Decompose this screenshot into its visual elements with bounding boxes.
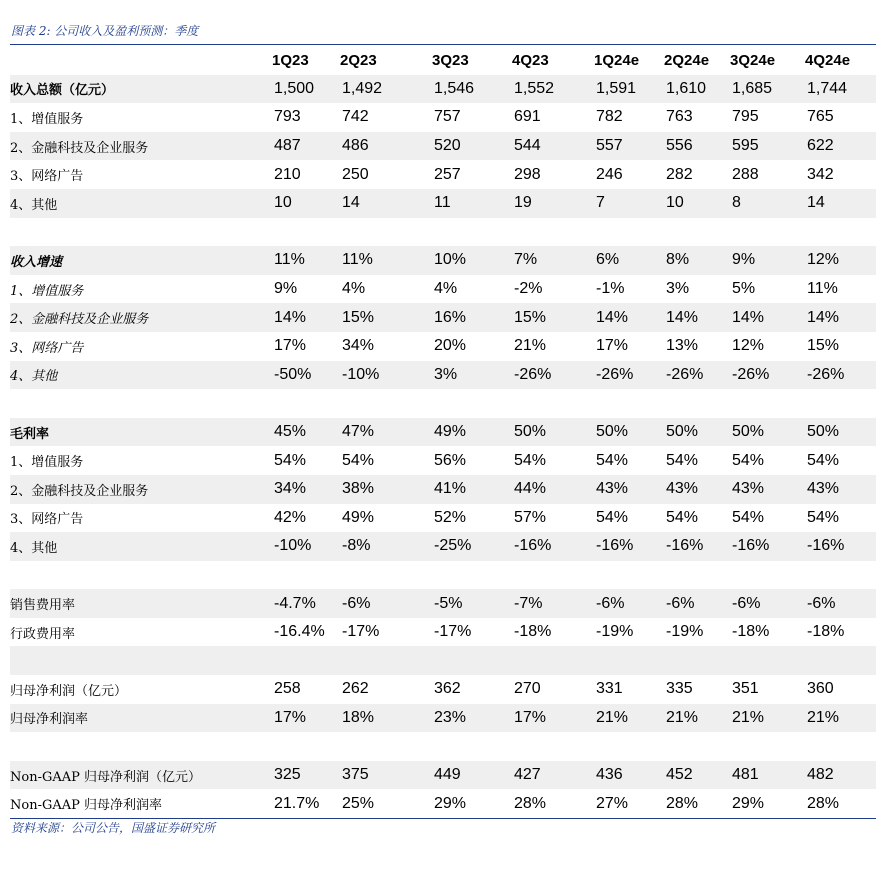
- value-cell: [272, 646, 340, 675]
- value-cell: 7%: [512, 246, 594, 275]
- spacer-row: [10, 646, 876, 675]
- table-row: [10, 761, 876, 790]
- col-header: 2Q23: [340, 51, 377, 69]
- value-cell: [340, 732, 432, 761]
- value-cell: 54%: [807, 451, 840, 469]
- value-cell: [340, 218, 432, 247]
- value-cell: 54%: [514, 451, 547, 469]
- table-row: [10, 504, 876, 533]
- value-cell: 29%: [732, 794, 765, 812]
- value-cell: 43%: [730, 475, 805, 504]
- value-cell: 360: [807, 680, 834, 698]
- value-cell: 6%: [594, 246, 664, 275]
- value-cell: 47%: [340, 418, 432, 447]
- value-cell: 15%: [807, 337, 840, 355]
- value-cell: 8%: [664, 246, 730, 275]
- value-cell: 21.7%: [274, 794, 320, 812]
- spacer-row: [10, 218, 876, 247]
- row-label: 2、金融科技及企业服务: [10, 303, 272, 332]
- value-cell: 21%: [805, 704, 876, 733]
- value-cell: 10: [272, 189, 340, 218]
- value-cell: -26%: [664, 361, 730, 390]
- value-cell: 54%: [666, 451, 699, 469]
- value-cell: 288: [732, 165, 759, 183]
- value-cell: 16%: [432, 303, 512, 332]
- value-cell: 5%: [732, 280, 756, 298]
- value-cell: 793: [274, 108, 301, 126]
- value-cell: 25%: [342, 794, 375, 812]
- value-cell: 1,685: [730, 75, 805, 104]
- value-cell: [272, 218, 340, 247]
- value-cell: -16%: [594, 532, 664, 561]
- value-cell: 335: [666, 680, 693, 698]
- row-label: 4、其他: [10, 361, 272, 390]
- value-cell: 50%: [730, 418, 805, 447]
- value-cell: 14: [805, 189, 876, 218]
- value-cell: 8: [730, 189, 805, 218]
- value-cell: 757: [434, 108, 461, 126]
- table-row: [10, 332, 876, 361]
- value-cell: 50%: [512, 418, 594, 447]
- value-cell: -10%: [272, 532, 340, 561]
- value-cell: 481: [730, 761, 805, 790]
- value-cell: 49%: [342, 508, 375, 526]
- value-cell: [664, 218, 730, 247]
- row-label: [10, 389, 272, 418]
- table-row: [10, 704, 876, 733]
- col-header: 3Q24e: [730, 51, 776, 69]
- value-cell: 43%: [664, 475, 730, 504]
- value-cell: -1%: [596, 280, 625, 298]
- source-note: 资料来源：公司公告，国盛证券研究所: [11, 821, 216, 835]
- value-cell: [730, 646, 805, 675]
- value-cell: -50%: [272, 361, 340, 390]
- value-cell: 325: [272, 761, 340, 790]
- value-cell: 351: [732, 680, 759, 698]
- top-rule: [10, 44, 876, 45]
- row-label: 1、增值服务: [10, 111, 84, 127]
- value-cell: 34%: [342, 337, 375, 355]
- value-cell: 52%: [434, 508, 467, 526]
- value-cell: 15%: [340, 303, 432, 332]
- row-label: 归母净利润率: [10, 704, 272, 733]
- row-label: Non-GAAP 归母净利润率: [10, 798, 163, 814]
- table-row: [10, 675, 876, 704]
- value-cell: 520: [432, 132, 512, 161]
- value-cell: 795: [732, 108, 759, 126]
- value-cell: 3%: [666, 280, 690, 298]
- row-label: 销售费用率: [10, 589, 272, 618]
- value-cell: 362: [434, 680, 461, 698]
- value-cell: [512, 732, 594, 761]
- value-cell: 12%: [732, 337, 765, 355]
- row-label: Non-GAAP 归母净利润（亿元）: [10, 761, 272, 790]
- col-header: 1Q23: [272, 51, 309, 69]
- value-cell: [512, 646, 594, 675]
- value-cell: 765: [807, 108, 834, 126]
- value-cell: 10%: [432, 246, 512, 275]
- value-cell: 49%: [432, 418, 512, 447]
- value-cell: 691: [514, 108, 541, 126]
- table-row: [10, 475, 876, 504]
- value-cell: 1,552: [512, 75, 594, 104]
- value-cell: 28%: [514, 794, 547, 812]
- value-cell: 9%: [274, 280, 298, 298]
- value-cell: 449: [432, 761, 512, 790]
- value-cell: 1,492: [340, 75, 432, 104]
- value-cell: [805, 646, 876, 675]
- value-cell: 1,500: [272, 75, 340, 104]
- row-label: 3、网络广告: [10, 340, 84, 356]
- value-cell: 556: [664, 132, 730, 161]
- value-cell: 54%: [666, 508, 699, 526]
- value-cell: 14%: [664, 303, 730, 332]
- value-cell: 1,546: [432, 75, 512, 104]
- value-cell: 595: [730, 132, 805, 161]
- value-cell: 3%: [432, 361, 512, 390]
- value-cell: [512, 218, 594, 247]
- value-cell: 54%: [342, 451, 375, 469]
- table-body: [10, 75, 876, 818]
- value-cell: [272, 561, 340, 590]
- value-cell: 28%: [807, 794, 840, 812]
- row-label: 2、金融科技及企业服务: [10, 132, 272, 161]
- table-row: [10, 303, 876, 332]
- value-cell: -10%: [340, 361, 432, 390]
- col-header: 2Q24e: [664, 51, 710, 69]
- value-cell: 544: [512, 132, 594, 161]
- value-cell: -5%: [432, 589, 512, 618]
- value-cell: -26%: [805, 361, 876, 390]
- table-row: [10, 589, 876, 618]
- value-cell: -6%: [664, 589, 730, 618]
- table-row: [10, 418, 876, 447]
- table-row: [10, 189, 876, 218]
- table-row: [10, 160, 876, 189]
- value-cell: -2%: [514, 280, 543, 298]
- forecast-table: [10, 46, 876, 818]
- value-cell: [805, 218, 876, 247]
- table-row: [10, 532, 876, 561]
- row-label: 2、金融科技及企业服务: [10, 475, 272, 504]
- value-cell: -16.4%: [274, 623, 325, 641]
- value-cell: 9%: [730, 246, 805, 275]
- value-cell: -4.7%: [272, 589, 340, 618]
- value-cell: 56%: [434, 451, 467, 469]
- table-row: [10, 103, 876, 132]
- value-cell: -17%: [434, 623, 472, 641]
- col-header: 4Q23: [512, 51, 549, 69]
- value-cell: [432, 218, 512, 247]
- value-cell: 482: [805, 761, 876, 790]
- value-cell: 486: [340, 132, 432, 161]
- table-row: [10, 446, 876, 475]
- value-cell: [664, 389, 730, 418]
- spacer-row: [10, 389, 876, 418]
- value-cell: [594, 218, 664, 247]
- value-cell: 1,591: [594, 75, 664, 104]
- spacer-row: [10, 561, 876, 590]
- value-cell: 557: [594, 132, 664, 161]
- value-cell: 270: [514, 680, 541, 698]
- value-cell: 331: [596, 680, 623, 698]
- value-cell: 34%: [272, 475, 340, 504]
- row-label: [10, 646, 272, 675]
- value-cell: -18%: [514, 623, 552, 641]
- value-cell: 41%: [432, 475, 512, 504]
- value-cell: 23%: [432, 704, 512, 733]
- value-cell: [432, 732, 512, 761]
- col-header: 4Q24e: [805, 51, 851, 69]
- value-cell: 19: [512, 189, 594, 218]
- value-cell: 21%: [514, 337, 547, 355]
- value-cell: 262: [342, 680, 369, 698]
- value-cell: 15%: [512, 303, 594, 332]
- value-cell: 14%: [730, 303, 805, 332]
- value-cell: 1,744: [805, 75, 876, 104]
- value-cell: -26%: [512, 361, 594, 390]
- value-cell: -19%: [596, 623, 634, 641]
- row-label: 毛利率: [10, 418, 272, 447]
- value-cell: 10: [664, 189, 730, 218]
- value-cell: [594, 561, 664, 590]
- value-cell: 14: [340, 189, 432, 218]
- header-row: [10, 46, 876, 75]
- spacer-row: [10, 732, 876, 761]
- value-cell: 342: [807, 165, 834, 183]
- value-cell: 54%: [596, 451, 629, 469]
- col-header: 1Q24e: [594, 51, 640, 69]
- value-cell: -7%: [512, 589, 594, 618]
- value-cell: 54%: [807, 508, 840, 526]
- row-label: 1、增值服务: [10, 283, 84, 299]
- value-cell: -16%: [805, 532, 876, 561]
- value-cell: -6%: [730, 589, 805, 618]
- value-cell: -6%: [340, 589, 432, 618]
- value-cell: 742: [342, 108, 369, 126]
- value-cell: [805, 389, 876, 418]
- value-cell: 375: [340, 761, 432, 790]
- value-cell: 21%: [594, 704, 664, 733]
- value-cell: 11%: [272, 246, 340, 275]
- table-row: [10, 132, 876, 161]
- value-cell: 11: [432, 189, 512, 218]
- value-cell: 14%: [805, 303, 876, 332]
- value-cell: 17%: [274, 337, 307, 355]
- value-cell: [432, 389, 512, 418]
- value-cell: 282: [666, 165, 693, 183]
- value-cell: -26%: [730, 361, 805, 390]
- value-cell: 21%: [730, 704, 805, 733]
- row-label: 归母净利润（亿元）: [10, 683, 128, 699]
- value-cell: 57%: [514, 508, 547, 526]
- value-cell: 42%: [274, 508, 307, 526]
- value-cell: 28%: [666, 794, 699, 812]
- value-cell: 210: [274, 165, 301, 183]
- value-cell: -25%: [432, 532, 512, 561]
- value-cell: 14%: [594, 303, 664, 332]
- value-cell: 436: [594, 761, 664, 790]
- value-cell: 17%: [596, 337, 629, 355]
- figure-caption: 图表 2: 公司收入及盈利预测：季度: [11, 24, 199, 38]
- value-cell: 763: [666, 108, 693, 126]
- value-cell: 452: [664, 761, 730, 790]
- value-cell: 20%: [434, 337, 467, 355]
- value-cell: -6%: [594, 589, 664, 618]
- row-label: 行政费用率: [10, 626, 76, 642]
- row-label: 4、其他: [10, 189, 272, 218]
- value-cell: [594, 646, 664, 675]
- value-cell: 17%: [512, 704, 594, 733]
- value-cell: -18%: [807, 623, 845, 641]
- value-cell: 258: [274, 680, 301, 698]
- value-cell: 54%: [596, 508, 629, 526]
- value-cell: [432, 561, 512, 590]
- value-cell: [730, 561, 805, 590]
- value-cell: 43%: [594, 475, 664, 504]
- table-row: [10, 275, 876, 304]
- value-cell: 7: [594, 189, 664, 218]
- value-cell: 427: [512, 761, 594, 790]
- value-cell: -16%: [730, 532, 805, 561]
- value-cell: 4%: [434, 280, 458, 298]
- value-cell: 18%: [340, 704, 432, 733]
- value-cell: 487: [272, 132, 340, 161]
- value-cell: 13%: [666, 337, 699, 355]
- value-cell: [730, 389, 805, 418]
- value-cell: 257: [434, 165, 461, 183]
- value-cell: 298: [514, 165, 541, 183]
- value-cell: 43%: [805, 475, 876, 504]
- row-label: [10, 561, 272, 590]
- value-cell: 54%: [274, 451, 307, 469]
- row-label: 4、其他: [10, 532, 272, 561]
- value-cell: -16%: [512, 532, 594, 561]
- value-cell: [512, 561, 594, 590]
- row-label: [10, 218, 272, 247]
- col-header: 3Q23: [432, 51, 469, 69]
- header-label-cell: [10, 46, 272, 75]
- value-cell: [805, 732, 876, 761]
- value-cell: 14%: [272, 303, 340, 332]
- value-cell: 38%: [340, 475, 432, 504]
- value-cell: 50%: [805, 418, 876, 447]
- value-cell: 12%: [805, 246, 876, 275]
- value-cell: [340, 646, 432, 675]
- value-cell: 50%: [594, 418, 664, 447]
- row-label: 3、网络广告: [10, 169, 84, 185]
- value-cell: 622: [805, 132, 876, 161]
- value-cell: -16%: [664, 532, 730, 561]
- value-cell: -26%: [594, 361, 664, 390]
- row-label: [10, 732, 272, 761]
- value-cell: [730, 732, 805, 761]
- value-cell: 21%: [664, 704, 730, 733]
- value-cell: -6%: [805, 589, 876, 618]
- row-label: 1、增值服务: [10, 455, 84, 471]
- value-cell: [805, 561, 876, 590]
- value-cell: 44%: [512, 475, 594, 504]
- table-row: [10, 618, 876, 647]
- value-cell: 4%: [342, 280, 366, 298]
- value-cell: -8%: [340, 532, 432, 561]
- value-cell: 54%: [732, 451, 765, 469]
- value-cell: [272, 389, 340, 418]
- value-cell: [664, 732, 730, 761]
- value-cell: [340, 561, 432, 590]
- value-cell: [594, 389, 664, 418]
- value-cell: 29%: [434, 794, 467, 812]
- table-row: [10, 789, 876, 818]
- value-cell: [512, 389, 594, 418]
- value-cell: [432, 646, 512, 675]
- value-cell: 45%: [272, 418, 340, 447]
- value-cell: 17%: [272, 704, 340, 733]
- value-cell: 54%: [732, 508, 765, 526]
- value-cell: [730, 218, 805, 247]
- value-cell: -17%: [342, 623, 380, 641]
- value-cell: [272, 732, 340, 761]
- value-cell: 246: [596, 165, 623, 183]
- row-label: 3、网络广告: [10, 512, 84, 528]
- value-cell: 11%: [340, 246, 432, 275]
- table-row: [10, 361, 876, 390]
- value-cell: 1,610: [664, 75, 730, 104]
- value-cell: 50%: [664, 418, 730, 447]
- value-cell: [594, 732, 664, 761]
- value-cell: [664, 561, 730, 590]
- value-cell: -18%: [732, 623, 770, 641]
- value-cell: [340, 389, 432, 418]
- value-cell: 27%: [596, 794, 629, 812]
- row-label: 收入总额（亿元）: [10, 75, 272, 104]
- row-label: 收入增速: [10, 246, 272, 275]
- value-cell: 782: [596, 108, 623, 126]
- value-cell: [664, 646, 730, 675]
- table-row: [10, 75, 876, 104]
- value-cell: 11%: [807, 280, 838, 298]
- value-cell: 250: [342, 165, 369, 183]
- value-cell: -19%: [666, 623, 704, 641]
- table-row: [10, 246, 876, 275]
